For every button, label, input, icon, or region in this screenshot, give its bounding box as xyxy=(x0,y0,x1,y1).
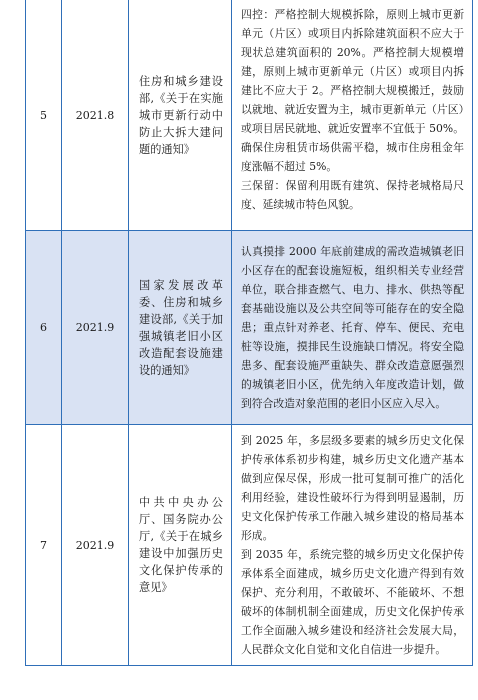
content-paragraph: 到 2025 年，多层级多要素的城乡历史文化保护传承体系初步构建，城乡历史文化遗产基本做到应保尽保，形成一批可复制可推广的活化利用经验，建设性破坏行为得到明显遏制，历史文化保护传承工作融入城乡建设的格局基本形成。 xyxy=(241,434,464,542)
table-row xyxy=(26,231,472,425)
policy-table xyxy=(25,0,473,666)
row-content xyxy=(232,425,472,665)
row-title: 国家发展改革委、住房和城乡建设部,《关于加强城镇老旧小区改造配套设施建设的通知》 xyxy=(129,231,232,424)
row-date: 2021.8 xyxy=(62,0,129,230)
row-date: 2021.9 xyxy=(62,425,129,665)
table-row xyxy=(26,0,472,231)
content-paragraph: 三保留：保留利用既有建筑、保持老城格局尺度、延续城市特色风貌。 xyxy=(241,179,464,211)
row-number: 7 xyxy=(26,425,62,665)
row-title: 中共中央办公厅、国务院办公厅,《关于在城乡建设中加强历史文化保护传承的意见》 xyxy=(129,425,232,665)
content-paragraph: 到 2035 年，系统完整的城乡历史文化保护传承体系全面建成，城乡历史文化遗产得到有效保护、充分利用，不敢破坏、不能破坏、不想破坏的体制机制全面建成，历史文化保护传承工作全面融入城乡建设和经济社会发展大局，人民群众文化自觉和文化自信进一步提升。 xyxy=(241,548,464,656)
content-paragraph: 四控：严格控制大规模拆除，原则上城市更新单元（片区）或项目内拆除建筑面积不应大于现状总建筑面积的 20%。严格控制大规模增建，原则上城市更新单元（片区）或项目内拆建比不应大于 2。严格控制大规模搬迁，鼓励以就地、就近安置为主，城市更新单元（片区）或项目居民就地、就近安置率不宜低于 50%。确保住房租赁市场供需平稳，城市住房租金年度涨幅不超过 5%。 xyxy=(241,8,464,173)
content-paragraph: 认真摸排 2000 年底前建成的需改造城镇老旧小区存在的配套设施短板，组织相关专业经营单位，联合排查燃气、电力、排水、供热等配套基础设施以及公共空间等可能存在的安全隐患；重点针对养老、托育、停车、便民、充电桩等设施，摸排民生设施缺口情况。将安全隐患多、配套设施严重缺失、群众改造意愿强烈的城镇老旧小区，优先纳入年度改造计划，做到符合改造对象范围的老旧小区应入尽入。 xyxy=(241,245,464,410)
row-number: 6 xyxy=(26,231,62,424)
row-content xyxy=(232,231,472,424)
row-content xyxy=(232,0,472,230)
row-date: 2021.9 xyxy=(62,231,129,424)
row-title: 住房和城乡建设部,《关于在实施城市更新行动中防止大拆大建问题的通知》 xyxy=(129,0,232,230)
table-row xyxy=(26,425,472,666)
row-number: 5 xyxy=(26,0,62,230)
